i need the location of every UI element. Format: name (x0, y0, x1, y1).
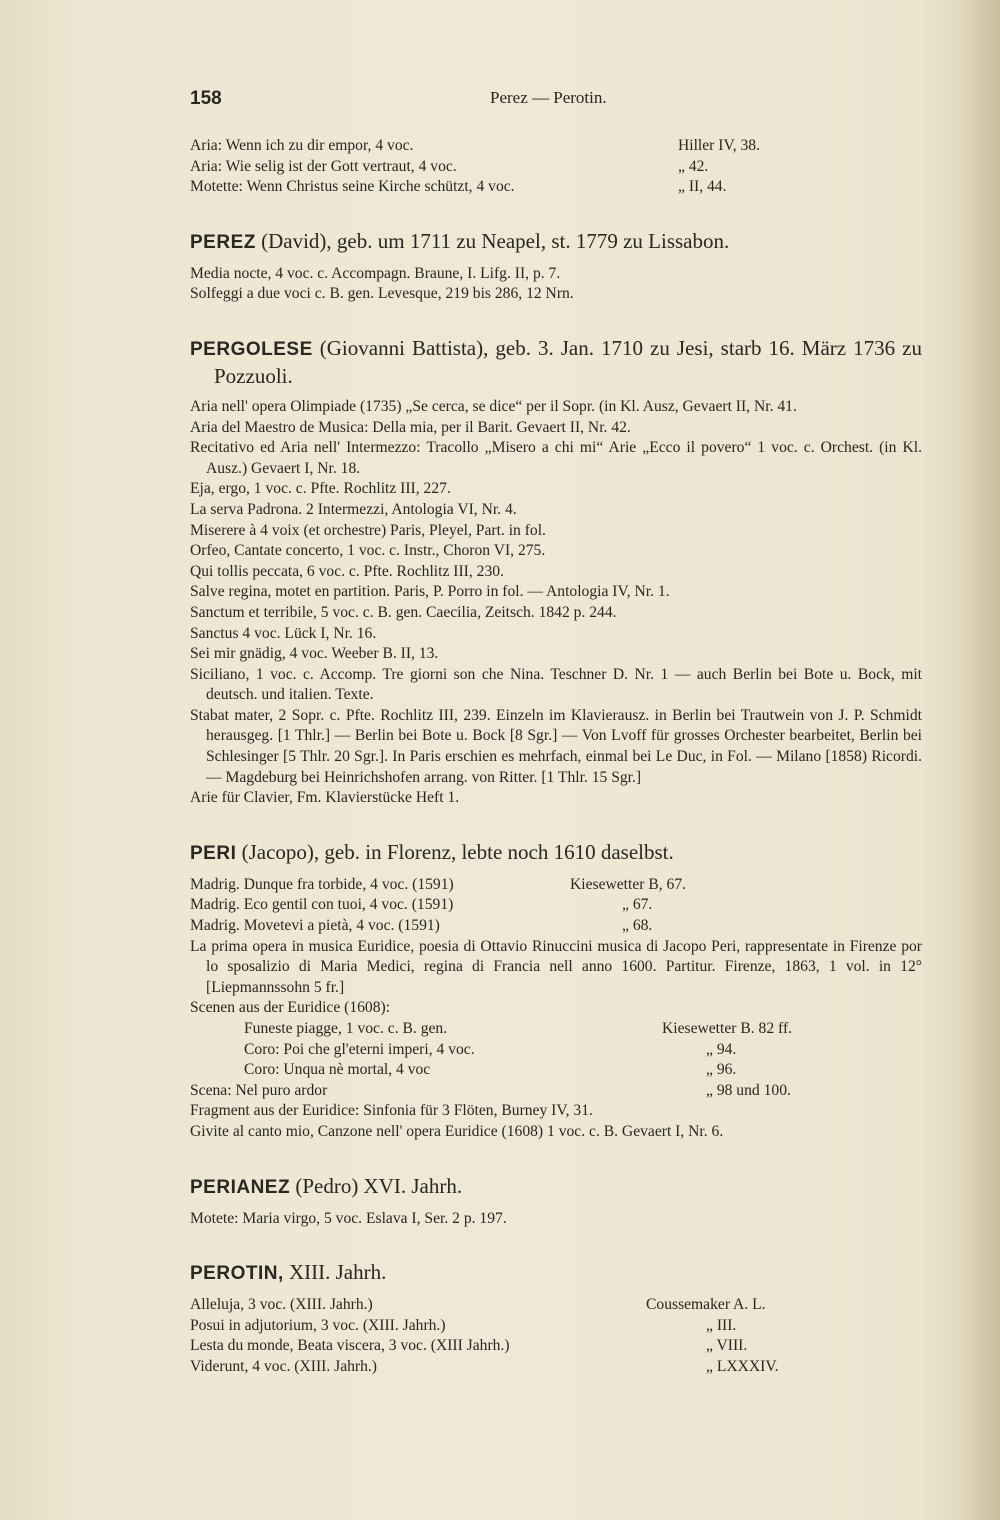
entry: Stabat mater, 2 Sopr. c. Pfte. Rochlitz III, 239. Einzeln im Klavierausz. in Berlin bei Trautwein von J. P. Schmidt herausgeg. [1 Thlr.] — Berlin bei Bote u. Bock [8 Sgr.] — Von Lvoff für grosses Orchester bearbeitet, Berlin bei Schlesinger [5 Thlr. 20 Sgr.]. In Paris erschien es mehrfach, einmal bei Le Duc, in Fol. — Milano [1858) Ricordi. — Magdeburg bei Heinrichshofen arrang. von Ritter. [1 Thlr. 15 Sgr.] (190, 706, 922, 786)
composer-heading-perez: PEREZ (David), geb. um 1711 zu Neapel, st. 1779 zu Lissabon. (190, 228, 730, 253)
entry: Siciliano, 1 voc. c. Accomp. Tre giorni son che Nina. Teschner D. Nr. 1 — auch Berlin bei Bote u. Bock, mit deutsch. und italien. Texte. (190, 665, 922, 704)
entry: Solfeggi a due voci c. B. gen. Levesque, 219 bis 286, 12 Nrn. (190, 285, 574, 303)
page-content (190, 136, 922, 1378)
entry: La serva Padrona. 2 Intermezzi, Antologia VI, Nr. 4. (190, 500, 517, 518)
entry: Coro: Poi che gl'eterni imperi, 4 voc. „ 94. (244, 1040, 737, 1058)
entry: Coro: Unqua nè mortal, 4 voc „ 96. (244, 1061, 737, 1079)
entry: Scenen aus der Euridice (1608): (190, 999, 391, 1017)
composer-heading-perianez: PERIANEZ (Pedro) XVI. Jahrh. (190, 1173, 463, 1198)
entry: Givite al canto mio, Canzone nell' opera Euridice (1608) 1 voc. c. B. Gevaert I, Nr. 6. (190, 1122, 724, 1140)
entry: Eja, ergo, 1 voc. c. Pfte. Rochlitz III, 227. (190, 480, 451, 498)
page-header (190, 88, 930, 112)
entry: Salve regina, motet en partition. Paris, P. Porro in fol. — Antologia IV, Nr. 1. (190, 583, 670, 601)
entry: Madrig. Eco gentil con tuoi, 4 voc. (1591) „ 67. (190, 896, 653, 914)
entry: Madrig. Dunque fra torbide, 4 voc. (1591) Kiesewetter B, 67. (190, 875, 687, 893)
entry: La prima opera in musica Euridice, poesia di Ottavio Rinuccini musica di Jacopo Peri, rappresentate in Firenze por lo sposalizio di Maria Medici, regina di Francia nell anno 1600. Partitur. Firenze, 1863, 1 vol. in 12° [Liepmannssohn 5 fr.] (190, 937, 922, 996)
entry: Scena: Nel puro ardor „ 98 und 100. (190, 1081, 791, 1099)
entry: Aria: Wie selig ist der Gott vertraut, 4 voc. „ 42. (190, 157, 709, 175)
entry: Sanctum et terribile, 5 voc. c. B. gen. Caecilia, Zeitsch. 1842 p. 244. (190, 603, 617, 621)
page-edge-shadow (960, 0, 1000, 1520)
entry: Motette: Wenn Christus seine Kirche schützt, 4 voc. „ II, 44. (190, 178, 727, 196)
entry: Orfeo, Cantate concerto, 1 voc. c. Instr., Choron VI, 275. (190, 542, 546, 560)
composer-heading-peri: PERI (Jacopo), geb. in Florenz, lebte noch 1610 daselbst. (190, 839, 674, 864)
composer-heading-pergolese: PERGOLESE (Giovanni Battista), geb. 3. Jan. 1710 zu Jesi, starb 16. März 1736 zu Pozzuoli. (190, 335, 922, 388)
entry: Motete: Maria virgo, 5 voc. Eslava I, Ser. 2 p. 197. (190, 1209, 507, 1227)
running-head: Perez — Perotin. (490, 88, 607, 107)
entry: Arie für Clavier, Fm. Klavierstücke Heft 1. (190, 789, 460, 807)
entry: Media nocte, 4 voc. c. Accompagn. Braune, I. Lifg. II, p. 7. (190, 264, 561, 282)
entry: Viderunt, 4 voc. (XIII. Jahrh.) „ LXXXIV. (190, 1357, 779, 1375)
entry: Fragment aus der Euridice: Sinfonia für 3 Flöten, Burney IV, 31. (190, 1102, 593, 1120)
entry: Lesta du monde, Beata viscera, 3 voc. (XIII Jahrh.) „ VIII. (190, 1337, 748, 1355)
entry: Sei mir gnädig, 4 voc. Weeber B. II, 13. (190, 645, 439, 663)
entry: Miserere à 4 voix (et orchestre) Paris, Pleyel, Part. in fol. (190, 521, 546, 539)
entry: Alleluja, 3 voc. (XIII. Jahrh.) Coussemaker A. L. (190, 1296, 766, 1314)
entry: Qui tollis peccata, 6 voc. c. Pfte. Rochlitz III, 230. (190, 562, 504, 580)
entry: Posui in adjutorium, 3 voc. (XIII. Jahrh.) „ III. (190, 1316, 737, 1334)
entry: Funeste piagge, 1 voc. c. B. gen. Kiesewetter B. 82 ff. (244, 1020, 793, 1037)
entry: Recitativo ed Aria nell' Intermezzo: Tracollo „Misero a chi mi“ Arie „Ecco il povero“ 1 voc. c. Orchest. (in Kl. Ausz.) Gevaert I, Nr. 18. (190, 439, 922, 477)
page-number: 158 (190, 88, 222, 109)
entry: Madrig. Movetevi a pietà, 4 voc. (1591) „ 68. (190, 917, 653, 935)
composer-heading-perotin: PEROTIN, XIII. Jahrh. (190, 1260, 387, 1285)
entry: Sanctus 4 voc. Lück I, Nr. 16. (190, 624, 377, 642)
entry: Aria nell' opera Olimpiade (1735) „Se cerca, se dice“ per il Sopr. (in Kl. Ausz, Gevaert II, Nr. 41. (190, 397, 797, 415)
entry: Aria del Maestro de Musica: Della mia, per il Barit. Gevaert II, Nr. 42. (190, 418, 631, 436)
entry: Aria: Wenn ich zu dir empor, 4 voc. Hiller IV, 38. (190, 137, 761, 154)
